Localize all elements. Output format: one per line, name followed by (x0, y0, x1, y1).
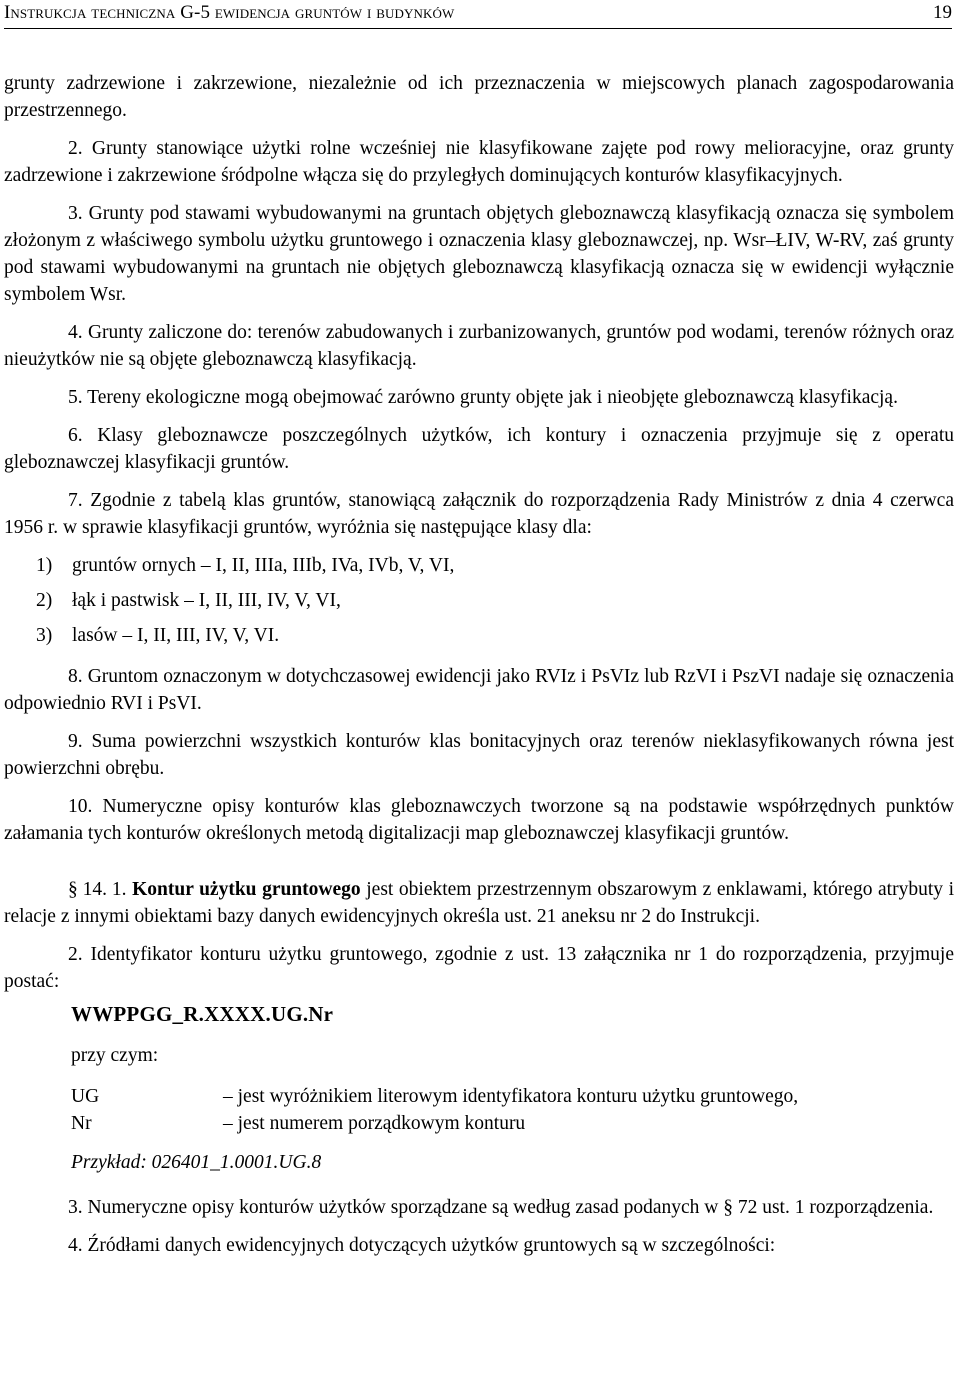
document-body (4, 70, 954, 1270)
identifier-example: Przykład: 026401_1.0001.UG.8 (71, 1152, 322, 1173)
section-number: § 14. 1. (68, 879, 127, 900)
list-item (36, 622, 954, 649)
paragraph-6 (4, 422, 954, 476)
paragraph-number: 5. (68, 387, 83, 408)
paragraph-9 (4, 728, 954, 782)
paragraph-text: Identyfikator konturu użytku gruntowego, zgodnie z ust. 13 załącznika nr 1 do rozporządzenia, przyjmuje postać: (4, 944, 955, 992)
paragraph-number: 4. (68, 1235, 83, 1256)
list-text: łąk i pastwisk – I, II, III, IV, V, VI, (72, 590, 341, 611)
list-number: 2) (36, 590, 53, 611)
definitions-list (71, 1083, 954, 1137)
paragraph-number: 7. (68, 490, 83, 511)
page-header (4, 0, 952, 29)
paragraph-text: Numeryczne opisy konturów użytków sporządzane są według zasad podanych w § 72 ust. 1 rozporządzenia. (87, 1197, 934, 1218)
paragraph-5 (4, 384, 954, 411)
definition-key: UG (71, 1086, 100, 1107)
paragraph-number: 2. (68, 944, 83, 965)
paragraph-number: 10. (68, 796, 93, 817)
list-number: 3) (36, 625, 53, 646)
paragraph-4 (4, 319, 954, 373)
paragraph-text: Grunty zaliczone do: terenów zabudowanych i zurbanizowanych, gruntów pod wodami, terenów różnych oraz nieużytków nie są objęte gleboznawczą klasyfikacją. (4, 322, 954, 370)
paragraph-10 (4, 793, 954, 847)
document-title: Instrukcja techniczna G-5 ewidencja gruntów i budynków (4, 2, 455, 23)
paragraph-text: Tereny ekologiczne mogą obejmować zarówno grunty objęte jak i nieobjęte gleboznawczą klasyfikacją. (87, 387, 898, 408)
paragraph-8 (4, 663, 954, 717)
paragraph-continued: grunty zadrzewione i zakrzewione, niezależnie od ich przeznaczenia w miejscowych planach zagospodarowania przestrzennego. (4, 73, 954, 121)
list-item (36, 587, 954, 614)
list-text: lasów – I, II, III, IV, V, VI. (72, 625, 280, 646)
paragraph-text: jest obiektem przestrzennym obszarowym z enklawami, którego atrybuty i relacje z innymi obiektami bazy danych ewidencyjnych określa ust. 21 aneksu nr 2 do Instrukcji. (4, 879, 955, 927)
paragraph-number: 8. (68, 666, 83, 687)
paragraph-text: Zgodnie z tabelą klas gruntów, stanowiącą załącznik do rozporządzenia Rady Ministrów z dnia 4 czerwca 1956 r. w sprawie klasyfikacji gruntów, wyróżnia się następujące klasy dla: (4, 490, 954, 538)
paragraph-text: Grunty stanowiące użytki rolne wcześniej nie klasyfikowane zajęte pod rowy melioracyjne, oraz grunty zadrzewione i zakrzewione śródpolne włącza się do przyległych dominujących konturów klasyfikacyjnych. (4, 138, 955, 186)
paragraph-3 (4, 200, 954, 308)
paragraph-number: 2. (68, 138, 83, 159)
paragraph-number: 9. (68, 731, 83, 752)
paragraph-text: Źródłami danych ewidencyjnych dotyczących użytków gruntowych są w szczególności: (87, 1235, 776, 1256)
paragraph-text: Grunty pod stawami wybudowanymi na gruntach objętych gleboznawczą klasyfikacją oznacza się symbolem złożonym z właściwego symbolu użytku gruntowego i oznaczenia klasy gleboznawczej, np. Wsr–ŁIV, W-RV, zaś grunty pod stawami wybudowanymi na gruntach nie objętych gleboznawczą klasyfikacją oznacza się w ewidencji wyłącznie symbolem Wsr. (4, 203, 954, 305)
list-item (36, 552, 954, 579)
paragraph-number: 4. (68, 322, 83, 343)
definition-value: – jest wyróżnikiem literowym identyfikatora konturu użytku gruntowego, (223, 1086, 799, 1107)
paragraph-2 (4, 135, 954, 189)
paragraph-number: 6. (68, 425, 83, 446)
list-number: 1) (36, 555, 53, 576)
page-number: 19 (933, 2, 952, 23)
defined-term: Kontur użytku gruntowego (132, 879, 361, 900)
paragraph-7 (4, 487, 954, 541)
paragraph-text: Klasy gleboznawcze poszczególnych użytków, ich kontury i oznaczenia przyjmuje się z operatu gleboznawczej klasyfikacji gruntów. (4, 425, 954, 473)
definition-row (71, 1083, 954, 1110)
section-14-paragraph-3 (4, 1194, 954, 1221)
list-text: gruntów ornych – I, II, IIIa, IIIb, IVa, IVb, V, VI, (72, 555, 455, 576)
paragraph-text: Gruntom oznaczonym w dotychczasowej ewidencji jako RVIz i PsVIz lub RzVI i PszVI nadaje się oznaczenia odpowiednio RVI i PsVI. (4, 666, 955, 714)
paragraph-number: 3. (68, 203, 83, 224)
paragraph-text: Numeryczne opisy konturów klas gleboznawczych tworzone są na podstawie współrzędnych punktów załamania tych konturów określonych metodą digitalizacji map gleboznawczej klasyfikacji gruntów. (4, 796, 955, 844)
section-14-paragraph-4 (4, 1232, 954, 1259)
definition-value: – jest numerem porządkowym konturu (223, 1113, 526, 1134)
where-label: przy czym: (71, 1045, 159, 1066)
paragraph-number: 3. (68, 1197, 83, 1218)
definition-key: Nr (71, 1113, 92, 1134)
identifier-format: WWPPGG_R.XXXX.UG.Nr (71, 1002, 334, 1026)
section-14-paragraph-2 (4, 941, 954, 995)
section-gap (4, 858, 954, 876)
section-14-paragraph-1 (4, 876, 954, 930)
definition-row (71, 1110, 954, 1137)
paragraph-text: Suma powierzchni wszystkich konturów klas bonitacyjnych oraz terenów nieklasyfikowanych równa jest powierzchni obrębu. (4, 731, 955, 779)
